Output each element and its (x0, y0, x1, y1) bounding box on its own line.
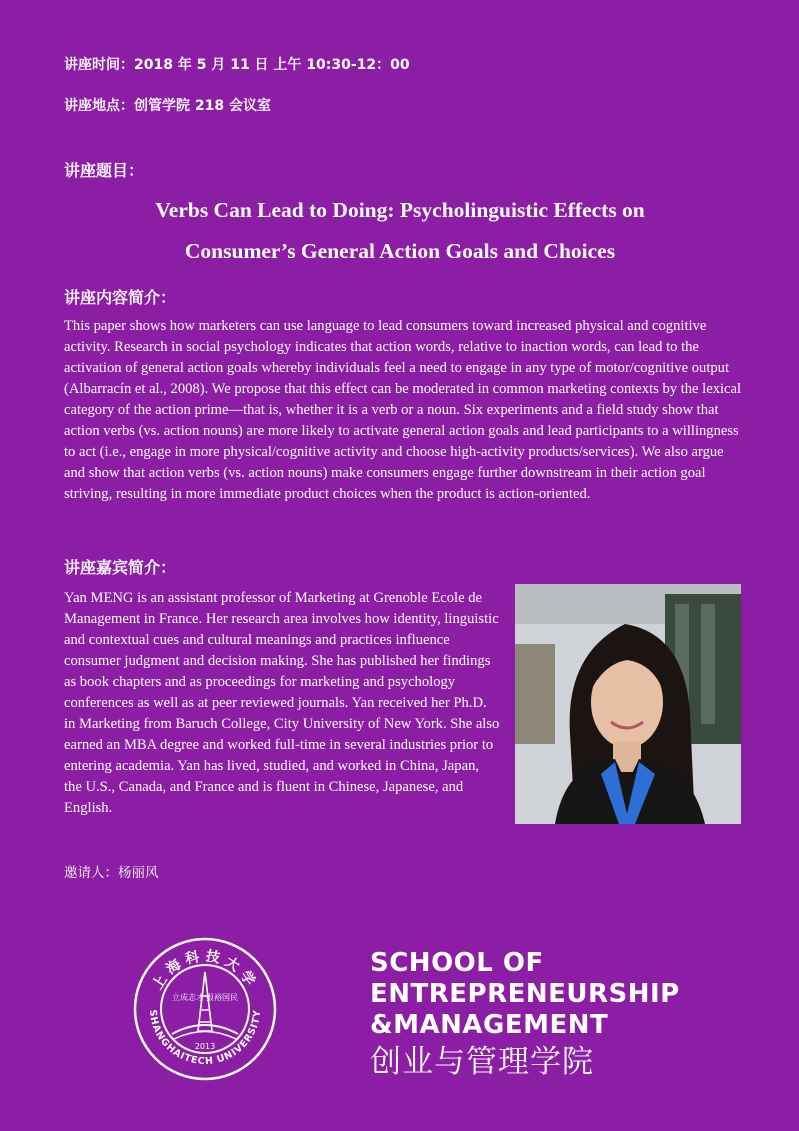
content-label: 讲座内容简介： (64, 288, 177, 307)
school-name-line-1: SCHOOL OF (370, 948, 544, 978)
university-seal-icon (132, 936, 278, 1082)
topic-label: 讲座题目： (64, 161, 145, 180)
guest-label: 讲座嘉宾简介： (64, 558, 177, 577)
logo-motto-left: 立成志才 (172, 993, 204, 1002)
lecture-title (40, 190, 760, 272)
shanghaitech-logo (132, 936, 278, 1082)
lecture-time: 讲座时间：2018 年 5 月 11 日 上午 10:30-12：00 (64, 57, 410, 73)
logo-year: 2013 (194, 1042, 216, 1051)
logo-english-name: SHANGHAITECH UNIVERSITY (146, 1009, 264, 1068)
abstract-text: This paper shows how marketers can use language to lead consumers toward increased physical and cognitive activity. Research in social psychology indicates that action words, relative to inaction words, can lead to the activation of general action goals whereby individuals feel a need to engage in any type of motor/cognitive output (Albarracín et al., 2008). We propose that this effect can be moderated in common marketing contexts by the lexical category of the action prime—that is, whether it is a verb or a noun. Six experiments and a field study show that action verbs (vs. action nouns) are more likely to activate general action goals and lead participants to a willingness to act (i.e., engage in more physical/cognitive activity and choose high-activity products/services). We also argue and show that action verbs (vs. action nouns) make consumers engage further downstream in their action goal striving, resulting in more immediate product choices when the product is action-oriented. (64, 318, 742, 502)
logo-motto-right: 报裕国民 (206, 993, 238, 1002)
school-name-chinese: 创业与管理学院 (370, 1044, 594, 1080)
inviter: 邀请人：杨丽风 (64, 865, 159, 881)
guest-bio: Yan MENG is an assistant professor of Marketing at Grenoble Ecole de Management in France. Her research area involves how identity, linguistic and contextual cues and cultural meanings and practices influence consumer judgment and decision making. She has published her findings as book chapters and as proceedings for marketing and psychology conferences as well as at peer reviewed journals. Yan received her Ph.D. in Marketing from Baruch College, City University of New York. She also earned an MBA degree and worked full-time in several industries prior to entering academia. Yan has lived, studied, and worked in China, Japan, the U.S., Canada, and France and is fluent in Chinese, Japanese, and English. (64, 590, 500, 816)
portrait-image (515, 584, 741, 824)
title-line-1: Verbs Can Lead to Doing: Psycholinguistic Effects on (155, 198, 645, 222)
school-name-english (370, 948, 680, 1041)
logo-chinese-name: 上海科技大学 (149, 948, 261, 993)
svg-text:上海科技大学 (150, 947, 262, 993)
title-line-2: Consumer’s General Action Goals and Choices (184, 239, 616, 263)
school-name-line-2: ENTREPRENEURSHIP (370, 979, 680, 1009)
svg-text:SHANGHAITECH UNIVERSITY (147, 1009, 263, 1067)
school-name-line-3: &MANAGEMENT (370, 1010, 609, 1040)
lecture-venue: 讲座地点：创管学院 218 会议室 (64, 98, 271, 114)
guest-photo (515, 584, 741, 824)
